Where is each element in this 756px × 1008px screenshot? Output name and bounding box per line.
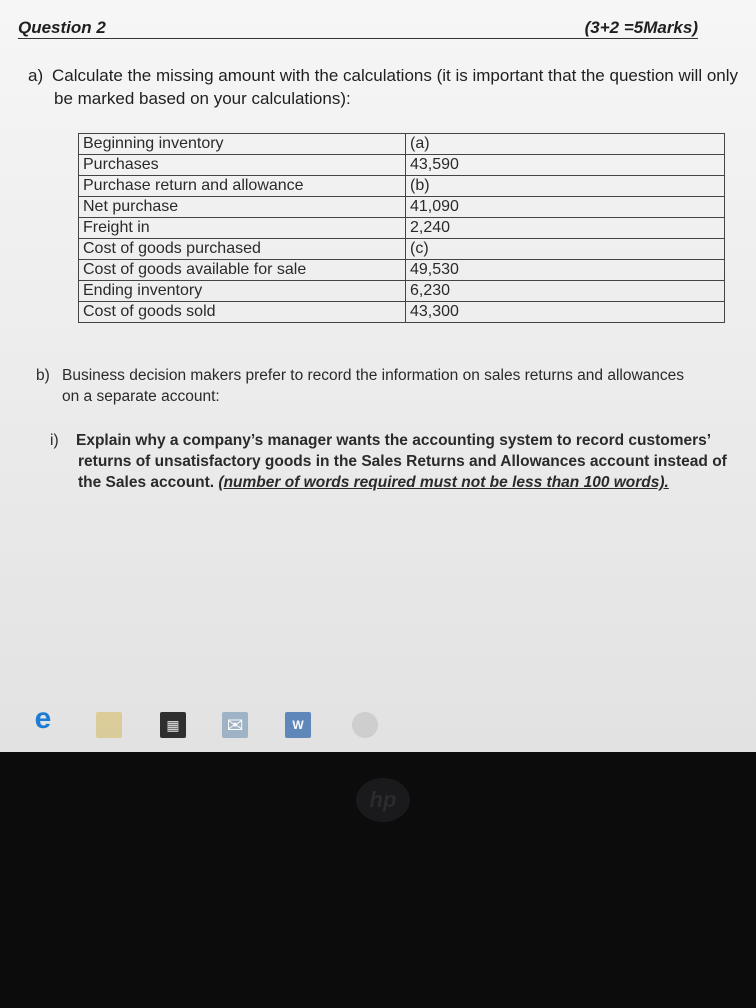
part-b-text	[36, 365, 736, 407]
hp-logo	[356, 778, 410, 822]
part-a-line-2: be marked based on your calculations):	[54, 89, 351, 108]
row-label: Cost of goods sold	[79, 302, 406, 323]
part-b-i-line-3: the Sales account.	[78, 474, 215, 491]
table-row	[79, 218, 725, 239]
row-label: Cost of goods available for sale	[79, 260, 406, 281]
part-a-line-1: Calculate the missing amount with the calculations (it is important that the question will only	[52, 66, 739, 85]
mail-icon[interactable]: ✉	[222, 712, 248, 738]
store-icon[interactable]: ▦	[160, 712, 186, 738]
table-row	[79, 302, 725, 323]
part-b-i-line-1: Explain why a company’s manager wants the accounting system to record customers’	[76, 432, 712, 449]
table-row	[79, 239, 725, 260]
hp-logo-text: hp	[369, 787, 397, 812]
row-label: Purchase return and allowance	[79, 176, 406, 197]
table-row	[79, 134, 725, 155]
table-row	[79, 197, 725, 218]
table-row	[79, 176, 725, 197]
part-a-marker: a)	[28, 66, 44, 85]
row-value: 6,230	[406, 281, 725, 302]
table-row	[79, 281, 725, 302]
row-value: 49,530	[406, 260, 725, 281]
part-b-i-marker: i)	[50, 432, 59, 449]
row-label: Cost of goods purchased	[79, 239, 406, 260]
chrome-icon[interactable]	[352, 712, 378, 738]
row-label: Freight in	[79, 218, 406, 239]
question-marks: (3+2 =5Marks)	[584, 18, 698, 37]
part-b-i-line-2: returns of unsatisfactory goods in the Sales Returns and Allowances account instead of	[78, 453, 727, 470]
word-count-note: (number of words required must not be less than 100 words).	[218, 474, 669, 491]
question-title: Question 2	[18, 18, 106, 37]
file-explorer-icon[interactable]	[96, 712, 122, 738]
row-value: 43,590	[406, 155, 725, 176]
row-value: (c)	[406, 239, 725, 260]
row-value: 2,240	[406, 218, 725, 239]
taskbar	[0, 700, 756, 752]
table-row	[79, 155, 725, 176]
row-value: (b)	[406, 176, 725, 197]
word-icon[interactable]	[285, 712, 311, 738]
row-label: Beginning inventory	[79, 134, 406, 155]
part-b-line-1: Business decision makers prefer to record the information on sales returns and allowances	[62, 367, 685, 384]
row-label: Net purchase	[79, 197, 406, 218]
row-value: 41,090	[406, 197, 725, 218]
part-a-text	[28, 64, 738, 110]
table-row	[79, 260, 725, 281]
part-b-marker: b)	[36, 367, 50, 384]
word-icon-letter: W	[292, 718, 304, 732]
row-label: Ending inventory	[79, 281, 406, 302]
row-value: 43,300	[406, 302, 725, 323]
internet-explorer-icon[interactable]: e	[34, 702, 52, 735]
row-label: Purchases	[79, 155, 406, 176]
part-b-i-text	[50, 430, 740, 493]
inventory-table	[78, 133, 725, 323]
part-b-line-2: on a separate account:	[62, 388, 220, 405]
question-header	[18, 18, 698, 39]
row-value: (a)	[406, 134, 725, 155]
